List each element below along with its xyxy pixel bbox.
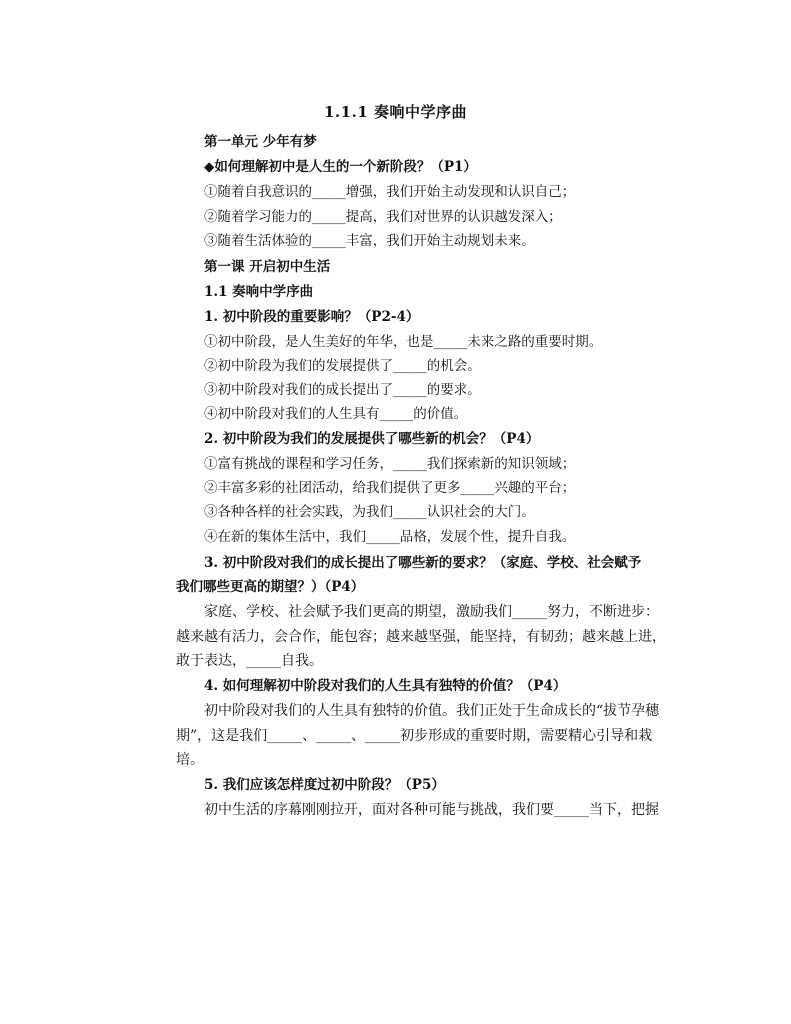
q2-item-3: ③各种各样的社会实践，为我们_____认识社会的大门。: [204, 504, 535, 520]
q4-paragraph-line-2: 期”，这是我们_____、_____、_____初步形成的重要时期，需要精心引导和栽: [176, 728, 653, 744]
q1-item-2: ②初中阶段为我们的发展提供了_____的机会。: [204, 358, 481, 374]
question-5: 5. 我们应该怎样度过初中阶段？（P5）: [204, 777, 445, 793]
q5-paragraph-line-1: 初中生活的序幕刚刚拉开，面对各种可能与挑战，我们要_____当下，把握: [204, 802, 659, 818]
question-2: 2. 初中阶段为我们的发展提供了哪些新的机会？（P4）: [204, 431, 540, 447]
q1-item-3: ③初中阶段对我们的成长提出了_____的要求。: [204, 382, 481, 398]
unit-item-1: ①随着自我意识的_____增强，我们开始主动发现和认识自己；: [204, 184, 576, 200]
q4-paragraph-line-1: 初中阶段对我们的人生具有独特的价值。我们正处于生命成长的“拔节孕穗: [204, 703, 660, 719]
question-4: 4. 如何理解初中阶段对我们的人生具有独特的价值？（P4）: [204, 678, 567, 694]
q1-item-4: ④初中阶段对我们的人生具有_____的价值。: [204, 406, 468, 422]
q4-paragraph-line-3: 培。: [176, 752, 204, 768]
q3-paragraph-line-1: 家庭、学校、社会赋予我们更高的期望，激励我们_____努力，不断进步：: [204, 604, 659, 620]
unit-heading: 第一单元 少年有梦: [204, 134, 317, 150]
unit-item-2: ②随着学习能力的_____提高，我们对世界的认识越发深入；: [204, 209, 562, 225]
unit-question: ◆如何理解初中是人生的一个新阶段？（P1）: [204, 159, 477, 175]
q3-paragraph-line-2: 越来越有活力，会合作，能包容；越来越坚强，能坚持，有韧劲；越来越上进，: [176, 629, 666, 645]
q2-item-1: ①富有挑战的课程和学习任务，_____我们探索新的知识领域；: [204, 456, 576, 472]
lesson-heading: 第一课 开启初中生活: [204, 259, 331, 275]
question-1: 1. 初中阶段的重要影响？（P2-4）: [204, 309, 420, 325]
question-3-line-2: 我们哪些更高的期望？）（P4）: [176, 579, 365, 595]
unit-item-3: ③随着生活体验的_____丰富，我们开始主动规划未来。: [204, 233, 535, 249]
page-title: 1.1.1 奏响中学序曲: [324, 103, 467, 121]
q2-item-4: ④在新的集体生活中，我们_____品格，发展个性，提升自我。: [204, 529, 576, 545]
q2-item-2: ②丰富多彩的社团活动，给我们提供了更多_____兴趣的平台；: [204, 480, 576, 496]
q3-paragraph-line-3: 敢于表达，_____自我。: [176, 653, 323, 669]
question-3-line-1: 3. 初中阶段对我们的成长提出了哪些新的要求？（家庭、学校、社会赋予: [204, 555, 642, 571]
section-heading: 1.1 奏响中学序曲: [204, 284, 314, 300]
q1-item-1: ①初中阶段，是人生美好的年华，也是_____未来之路的重要时期。: [204, 334, 603, 350]
